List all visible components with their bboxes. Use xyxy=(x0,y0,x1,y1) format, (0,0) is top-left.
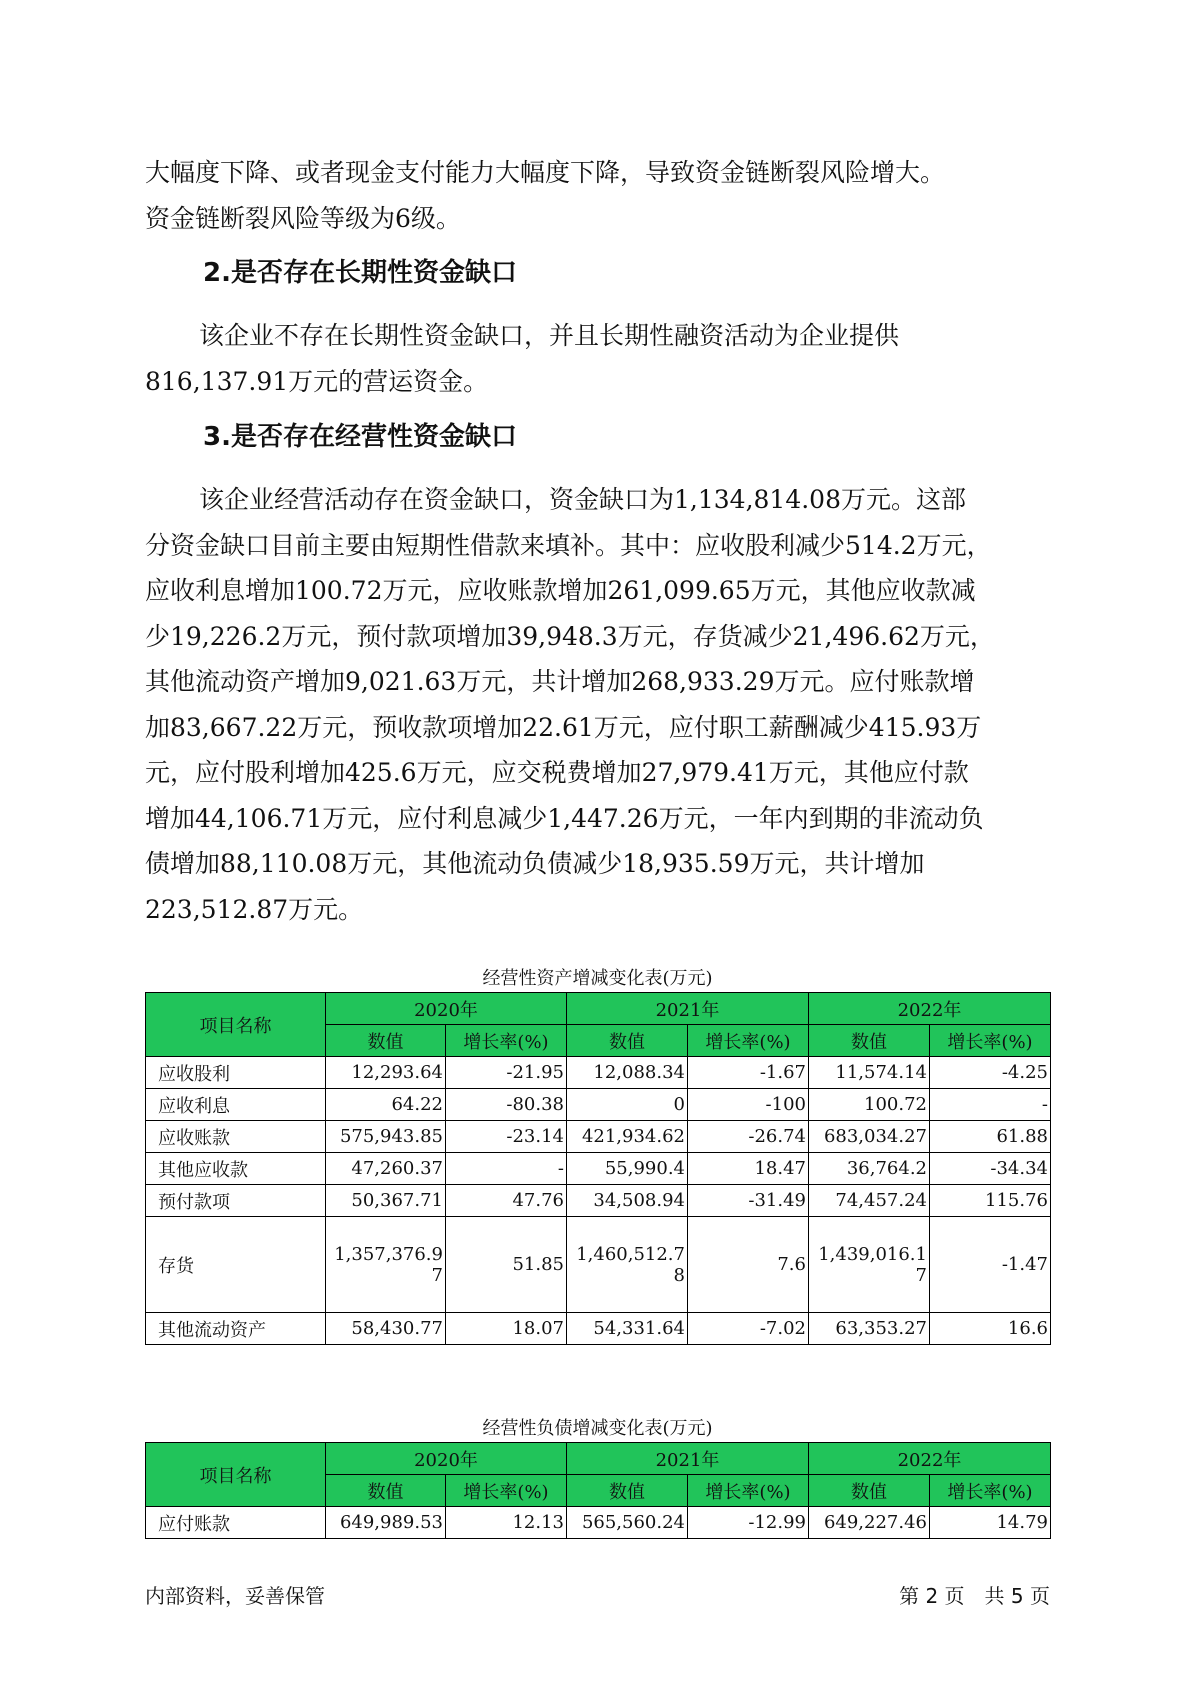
growth-cell: -21.95 xyxy=(446,1057,567,1089)
text-line: 债增加88,110.08万元，其他流动负债减少18,935.59万元，共计增加 xyxy=(145,849,925,878)
value-cell: 55,990.4 xyxy=(567,1153,688,1185)
row-label: 其他流动资产 xyxy=(146,1313,326,1345)
growth-cell: -23.14 xyxy=(446,1121,567,1153)
growth-cell: 51.85 xyxy=(446,1217,567,1313)
text-line: 816,137.91万元的营运资金。 xyxy=(145,366,489,396)
value-cell: 1,439,016.17 xyxy=(809,1217,930,1313)
growth-cell: -7.02 xyxy=(688,1313,809,1345)
growth-cell: 14.79 xyxy=(930,1507,1051,1539)
growth-cell: 18.07 xyxy=(446,1313,567,1345)
section-heading-operating: 3.是否存在经营性资金缺口 xyxy=(203,422,517,452)
growth-cell: 47.76 xyxy=(446,1185,567,1217)
row-label: 应收股利 xyxy=(146,1057,326,1089)
value-cell: 34,508.94 xyxy=(567,1185,688,1217)
value-cell: 683,034.27 xyxy=(809,1121,930,1153)
value-cell: 1,460,512.78 xyxy=(567,1217,688,1313)
text-line: 其他流动资产增加9,021.63万元，共计增加268,933.29万元。应付账款增 xyxy=(145,667,975,696)
header-value: 数值 xyxy=(809,1025,930,1057)
header-value: 数值 xyxy=(567,1475,688,1507)
growth-cell: - xyxy=(930,1089,1051,1121)
value-cell: 36,764.2 xyxy=(809,1153,930,1185)
text-line: 加83,667.22万元，预收款项增加22.61万元，应付职工薪酬减少415.93万 xyxy=(145,712,982,742)
growth-cell: 16.6 xyxy=(930,1313,1051,1345)
row-label: 存货 xyxy=(146,1217,326,1313)
table-row xyxy=(146,1089,1051,1121)
growth-cell: 7.6 xyxy=(688,1217,809,1313)
header-growth: 增长率(%) xyxy=(446,1025,567,1057)
value-cell: 50,367.71 xyxy=(326,1185,446,1217)
table-row xyxy=(146,1121,1051,1153)
header-growth: 增长率(%) xyxy=(930,1475,1051,1507)
header-value: 数值 xyxy=(809,1475,930,1507)
text-line: 该企业经营活动存在资金缺口，资金缺口为1,134,814.08万元。这部 xyxy=(199,485,966,514)
header-item-name: 项目名称 xyxy=(146,993,326,1057)
text-line: 大幅度下降、或者现金支付能力大幅度下降，导致资金链断裂风险增大。 xyxy=(145,158,946,187)
value-cell: 12,293.64 xyxy=(326,1057,446,1089)
text-line: 该企业不存在长期性资金缺口，并且长期性融资活动为企业提供 xyxy=(199,321,900,350)
growth-cell: -80.38 xyxy=(446,1089,567,1121)
header-value: 数值 xyxy=(567,1025,688,1057)
section-heading-long-term: 2.是否存在长期性资金缺口 xyxy=(203,258,517,288)
row-label: 其他应收款 xyxy=(146,1153,326,1185)
header-item-name: 项目名称 xyxy=(146,1443,326,1507)
growth-cell: -12.99 xyxy=(688,1507,809,1539)
text-line: 少19,226.2万元，预付款项增加39,948.3万元，存货减少21,496.62万元， xyxy=(145,621,995,651)
value-cell: 63,353.27 xyxy=(809,1313,930,1345)
header-year: 2020年 xyxy=(326,993,567,1025)
value-cell: 565,560.24 xyxy=(567,1507,688,1539)
text-line: 223,512.87万元。 xyxy=(145,894,364,924)
growth-cell: 115.76 xyxy=(930,1185,1051,1217)
text-line: 资金链断裂风险等级为6级。 xyxy=(145,203,461,233)
value-cell: 54,331.64 xyxy=(567,1313,688,1345)
assets-table-caption: 经营性资产增减变化表(万元) xyxy=(482,968,713,989)
header-year: 2021年 xyxy=(567,1443,809,1475)
header-value: 数值 xyxy=(326,1475,446,1507)
table-row xyxy=(146,1313,1051,1345)
paragraph-operating xyxy=(145,477,1050,932)
paragraph-risk xyxy=(145,150,1050,241)
footer-confidential: 内部资料，妥善保管 xyxy=(145,1584,325,1608)
value-cell: 1,357,376.97 xyxy=(326,1217,446,1313)
growth-cell: - xyxy=(446,1153,567,1185)
header-year: 2020年 xyxy=(326,1443,567,1475)
header-year: 2022年 xyxy=(809,1443,1051,1475)
value-cell: 12,088.34 xyxy=(567,1057,688,1089)
growth-cell: 18.47 xyxy=(688,1153,809,1185)
text-line: 应收利息增加100.72万元，应收账款增加261,099.65万元，其他应收款减 xyxy=(145,576,976,605)
value-cell: 575,943.85 xyxy=(326,1121,446,1153)
growth-cell: -1.67 xyxy=(688,1057,809,1089)
footer-page-number: 第 2 页 共 5 页 xyxy=(899,1584,1050,1608)
row-label: 预付款项 xyxy=(146,1185,326,1217)
text-line: 增加44,106.71万元，应付利息减少1,447.26万元，一年内到期的非流动负 xyxy=(145,803,984,833)
value-cell: 649,227.46 xyxy=(809,1507,930,1539)
liabilities-table xyxy=(145,1442,1051,1539)
growth-cell: 61.88 xyxy=(930,1121,1051,1153)
value-cell: 47,260.37 xyxy=(326,1153,446,1185)
row-label: 应收账款 xyxy=(146,1121,326,1153)
growth-cell: 12.13 xyxy=(446,1507,567,1539)
assets-table xyxy=(145,992,1051,1345)
value-cell: 100.72 xyxy=(809,1089,930,1121)
table-row xyxy=(146,1057,1051,1089)
value-cell: 0 xyxy=(567,1089,688,1121)
value-cell: 64.22 xyxy=(326,1089,446,1121)
header-growth: 增长率(%) xyxy=(930,1025,1051,1057)
header-growth: 增长率(%) xyxy=(688,1475,809,1507)
growth-cell: -4.25 xyxy=(930,1057,1051,1089)
header-year: 2022年 xyxy=(809,993,1051,1025)
paragraph-long-term xyxy=(145,313,1050,404)
growth-cell: -1.47 xyxy=(930,1217,1051,1313)
text-line: 元，应付股利增加425.6万元，应交税费增加27,979.41万元，其他应付款 xyxy=(145,758,969,787)
value-cell: 421,934.62 xyxy=(567,1121,688,1153)
growth-cell: -26.74 xyxy=(688,1121,809,1153)
value-cell: 74,457.24 xyxy=(809,1185,930,1217)
value-cell: 649,989.53 xyxy=(326,1507,446,1539)
table-row xyxy=(146,1507,1051,1539)
header-value: 数值 xyxy=(326,1025,446,1057)
growth-cell: -34.34 xyxy=(930,1153,1051,1185)
value-cell: 11,574.14 xyxy=(809,1057,930,1089)
table-row xyxy=(146,1217,1051,1313)
header-growth: 增长率(%) xyxy=(446,1475,567,1507)
growth-cell: -31.49 xyxy=(688,1185,809,1217)
header-growth: 增长率(%) xyxy=(688,1025,809,1057)
growth-cell: -100 xyxy=(688,1089,809,1121)
table-row xyxy=(146,1185,1051,1217)
liabilities-table-caption: 经营性负债增减变化表(万元) xyxy=(482,1418,713,1439)
row-label: 应收利息 xyxy=(146,1089,326,1121)
value-cell: 58,430.77 xyxy=(326,1313,446,1345)
table-row xyxy=(146,1153,1051,1185)
text-line: 分资金缺口目前主要由短期性借款来填补。其中：应收股利减少514.2万元， xyxy=(145,530,992,560)
row-label: 应付账款 xyxy=(146,1507,326,1539)
header-year: 2021年 xyxy=(567,993,809,1025)
